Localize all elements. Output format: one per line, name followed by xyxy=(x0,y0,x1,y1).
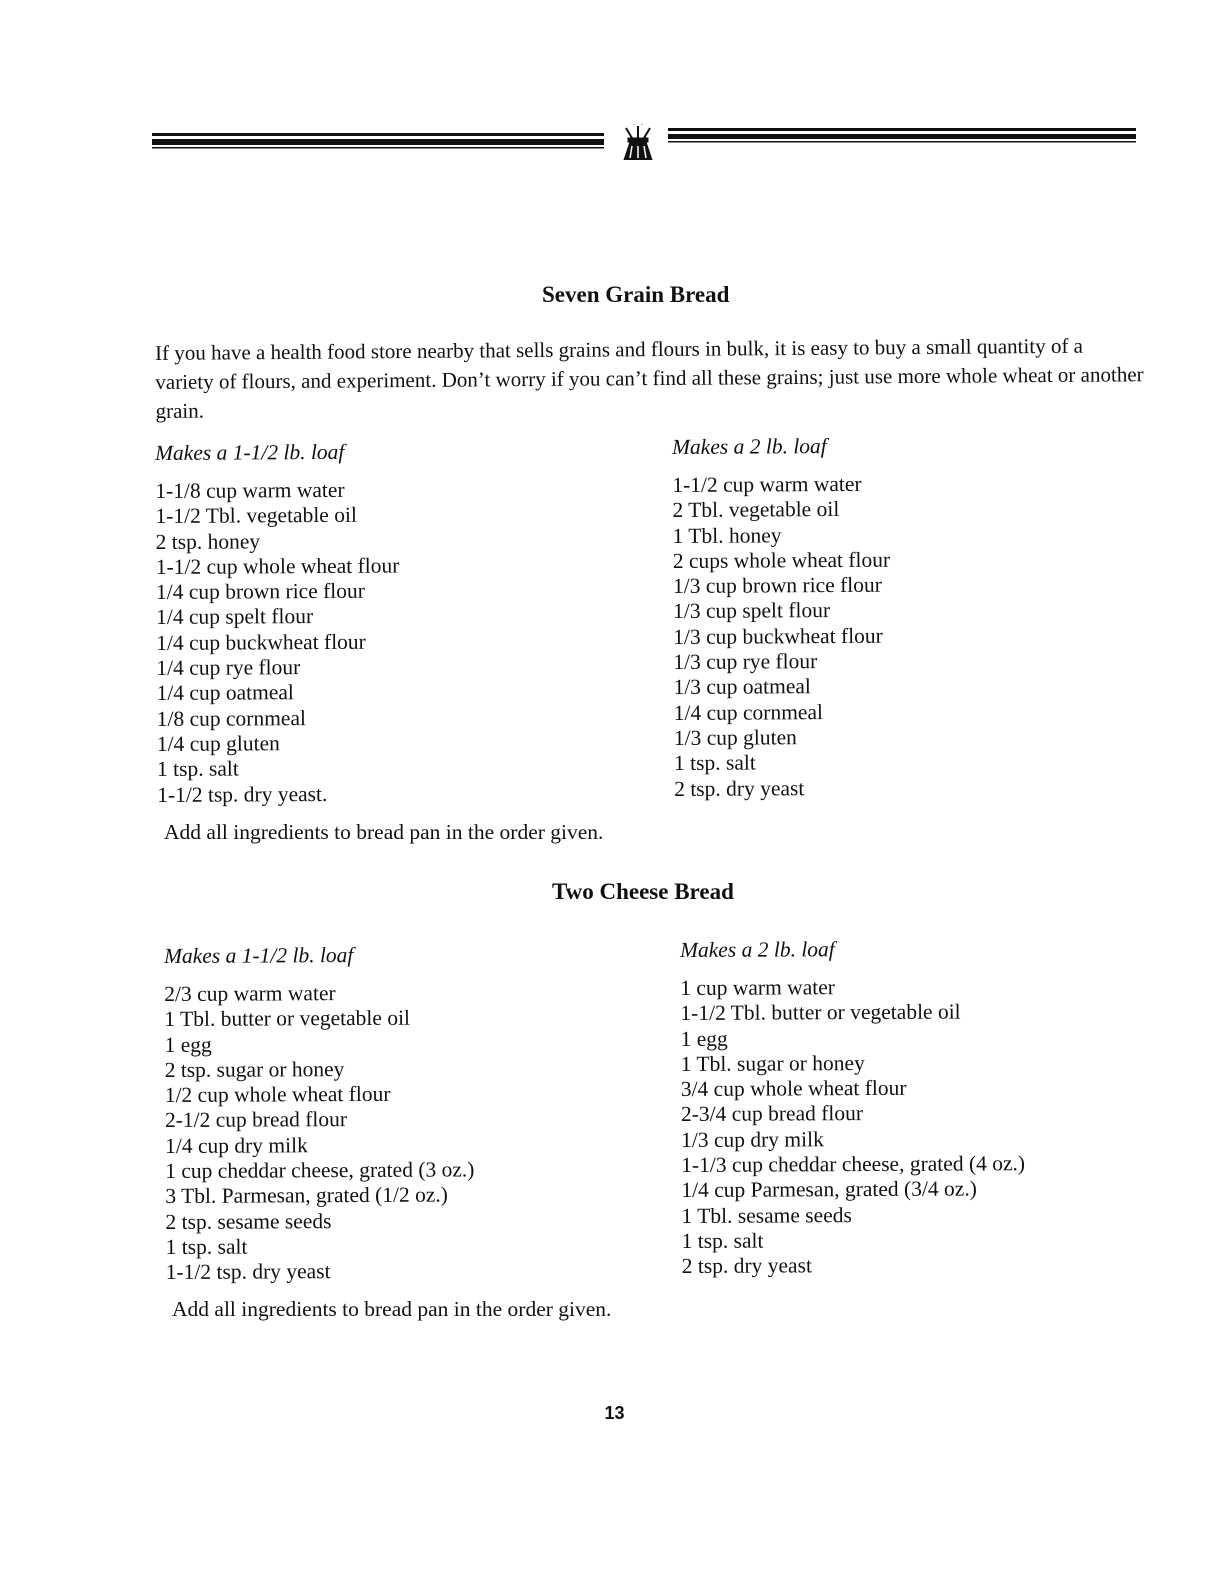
ingredient-item: 1/3 cup gluten xyxy=(673,725,797,750)
ingredient-item: 2 tsp. dry yeast xyxy=(674,775,805,801)
ingredient-item: 2 tsp. sugar or honey xyxy=(164,1056,345,1082)
recipe-instructions-two-cheese: Add all ingredients to bread pan in the order given. xyxy=(172,1297,612,1321)
loaf-size-heading: Makes a 1-1/2 lb. loaf xyxy=(164,943,354,968)
ingredient-item: 1 tsp. salt xyxy=(673,750,756,776)
ingredient-item: 1-1/2 cup warm water xyxy=(672,471,862,497)
two-cheese-small-loaf-column xyxy=(164,941,475,1285)
ingredient-item: 2 Tbl. vegetable oil xyxy=(672,497,840,523)
loaf-size-heading: Makes a 2 lb. loaf xyxy=(680,937,835,962)
ingredient-item: 1-1/2 cup whole wheat flour xyxy=(155,553,400,579)
ingredient-item: 1/3 cup spelt flour xyxy=(673,598,831,624)
ingredient-item: 1/4 cup rye flour xyxy=(156,655,301,681)
ingredient-item: 2-1/2 cup bread flour xyxy=(164,1107,348,1133)
ingredient-item: 1 Tbl. sugar or honey xyxy=(680,1050,865,1076)
ingredient-item: 1 cup warm water xyxy=(680,975,835,1000)
recipe-title-two-cheese: Two Cheese Bread xyxy=(552,879,734,904)
ingredient-item: 1/4 cup Parmesan, grated (3/4 oz.) xyxy=(681,1176,977,1203)
loaf-size-heading: Makes a 2 lb. loaf xyxy=(672,434,827,459)
ingredient-item: 1/4 cup gluten xyxy=(156,731,280,756)
ingredient-item: 2-3/4 cup bread flour xyxy=(680,1101,864,1127)
ingredient-item: 1 Tbl. sesame seeds xyxy=(681,1202,852,1228)
ingredient-item: 1-1/2 tsp. dry yeast xyxy=(165,1259,331,1285)
ingredient-item: 1/4 cup oatmeal xyxy=(156,680,294,706)
ingredient-item: 2/3 cup warm water xyxy=(164,981,336,1006)
ingredient-list xyxy=(672,472,891,802)
ingredient-item: 2 tsp. dry yeast xyxy=(681,1253,812,1279)
ingredient-item: 1 Tbl. butter or vegetable oil xyxy=(164,1006,411,1032)
wheat-sheaf-icon xyxy=(615,124,661,160)
ingredient-item: 1/3 cup oatmeal xyxy=(673,674,811,700)
page-number: 13 xyxy=(604,1403,625,1423)
ingredient-item: 1 cup cheddar cheese, grated (3 oz.) xyxy=(165,1157,475,1184)
two-cheese-large-loaf-column xyxy=(680,935,1026,1279)
ingredient-item: 1 Tbl. honey xyxy=(672,522,782,548)
ingredient-item: 2 cups whole wheat flour xyxy=(672,547,891,573)
ingredient-item: 1/3 cup brown rice flour xyxy=(672,572,882,599)
loaf-size-heading: Makes a 1-1/2 lb. loaf xyxy=(155,439,345,465)
ingredient-item: 3 Tbl. Parmesan, grated (1/2 oz.) xyxy=(165,1182,448,1209)
ingredient-item: 1/8 cup cornmeal xyxy=(156,705,307,731)
ingredient-item: 2 tsp. sesame seeds xyxy=(165,1208,332,1234)
ingredient-item: 1-1/2 Tbl. vegetable oil xyxy=(155,503,357,529)
ingredient-item: 1 tsp. salt xyxy=(681,1228,764,1253)
ingredient-item: 1/4 cup dry milk xyxy=(164,1133,308,1158)
recipe-title-seven-grain: Seven Grain Bread xyxy=(542,282,730,307)
ingredient-item: 1/2 cup whole wheat flour xyxy=(164,1082,391,1108)
ingredient-item: 2 tsp. honey xyxy=(155,528,261,554)
ingredient-item: 1/4 cup spelt flour xyxy=(156,604,314,630)
ingredient-list xyxy=(164,980,475,1285)
ingredient-list xyxy=(155,478,401,808)
ingredient-item: 1 egg xyxy=(680,1026,728,1051)
ingredient-item: 1-1/2 Tbl. butter or vegetable oil xyxy=(680,999,961,1026)
header-rule-with-wheat-sheaf xyxy=(152,124,1136,160)
ingredient-item: 3/4 cup whole wheat flour xyxy=(680,1076,907,1102)
ingredient-item: 1/4 cup brown rice flour xyxy=(155,578,365,605)
ingredient-item: 1 tsp. salt xyxy=(165,1234,248,1259)
ingredient-list xyxy=(680,974,1025,1279)
seven-grain-small-loaf-column xyxy=(155,439,401,808)
ingredient-item: 1 egg xyxy=(164,1032,212,1057)
ingredient-item: 1/4 cup cornmeal xyxy=(673,699,824,725)
ingredient-item: 1 tsp. salt xyxy=(156,756,239,782)
recipe-instructions-seven-grain: Add all ingredients to bread pan in the order given. xyxy=(164,820,604,844)
seven-grain-large-loaf-column xyxy=(672,433,892,802)
ingredient-item: 1/4 cup buckwheat flour xyxy=(156,629,366,655)
ingredient-item: 1/3 cup dry milk xyxy=(680,1127,824,1152)
ingredient-item: 1-1/3 cup cheddar cheese, grated (4 oz.) xyxy=(681,1151,1026,1178)
ingredient-item: 1/3 cup buckwheat flour xyxy=(673,623,883,649)
ingredient-item: 1/3 cup rye flour xyxy=(673,649,818,675)
recipe-intro-seven-grain: If you have a health food store nearby that sells grains and flours in bulk, it is easy to buy a small quantity of a variety of flours, and experiment. Don’t worry if you can’t find all these grains; just use more whole wheat or another grain. xyxy=(155,333,1144,423)
ingredient-item: 1-1/2 tsp. dry yeast. xyxy=(157,781,328,807)
ingredient-item: 1-1/8 cup warm water xyxy=(155,477,345,503)
